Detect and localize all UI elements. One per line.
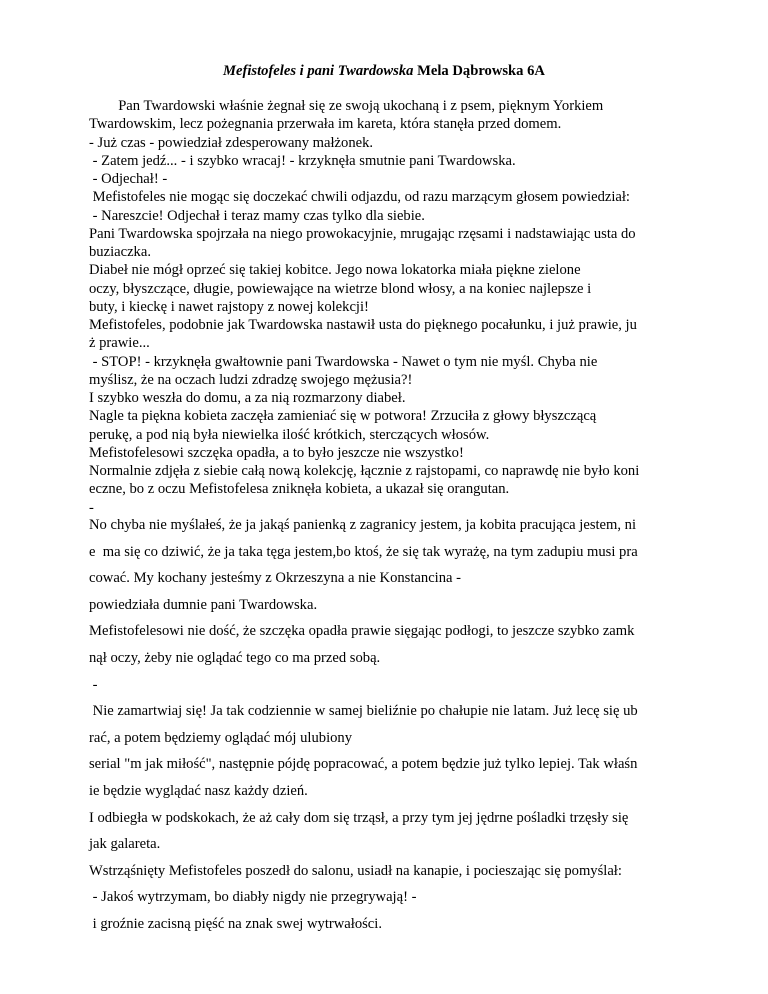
- text-line: i groźnie zacisną pięść na znak swej wytrwałości.: [89, 915, 382, 932]
- text-line: rać, a potem będziemy oglądać mój ulubiony: [89, 729, 353, 746]
- text-line: ż prawie...: [89, 335, 150, 352]
- text-line: serial "m jak miłość", następnie pójdę popracować, a potem będzie już tylko lepiej. Tak właśn: [89, 756, 638, 773]
- text-line: - Odjechał! -: [89, 171, 168, 187]
- text-line: Normalnie zdjęła z siebie całą nową kolekcję, łącznie z rajstopami, co naprawdę nie było koni: [89, 463, 640, 479]
- text-line: ie będzie wyglądać nasz każdy dzień.: [89, 782, 308, 799]
- text-line: powiedziała dumnie pani Twardowska.: [89, 596, 318, 613]
- text-line: - STOP! - krzyknęła gwałtownie pani Twardowska - Nawet o tym nie myśl. Chyba nie: [89, 353, 598, 370]
- text-line: -: [89, 499, 94, 516]
- document-title: [0, 62, 768, 80]
- work-title: Mefistofeles i pani Twardowska: [223, 63, 414, 79]
- text-line: Mefistofeles, podobnie jak Twardowska nastawił usta do pięknego pocałunku, i już prawie, ju: [89, 317, 637, 333]
- text-line: e ma się co dziwić, że ja taka tęga jestem,bo ktoś, że się tak wyrażę, na tym zadupiu musi pra: [89, 543, 638, 560]
- author-line: Mela Dąbrowska 6A: [417, 63, 545, 79]
- text-line: Mefistofelesowi szczęka opadła, a to było jeszcze nie wszystko!: [89, 444, 464, 461]
- text-line: - Już czas - powiedział zdesperowany małżonek.: [89, 134, 374, 151]
- text-line: Nie zamartwiaj się! Ja tak codziennie w samej bieliźnie po chałupie nie latam. Już lecę się ub: [89, 703, 638, 720]
- text-line: Mefistofelesowi nie dość, że szczęka opadła prawie sięgając podłogi, to jeszcze szybko zamk: [89, 623, 635, 640]
- story-section-single-spaced: [89, 97, 689, 517]
- text-line: Pan Twardowski właśnie żegnał się ze swoją ukochaną i z psem, pięknym Yorkiem: [89, 98, 604, 114]
- text-line: Twardowskim, lecz pożegnania przerwała im kareta, która stanęła przed domem.: [89, 116, 562, 133]
- story-section-double-spaced: [89, 512, 689, 938]
- text-line: I szybko weszła do domu, a za nią rozmarzony diabeł.: [89, 390, 406, 406]
- text-line: eczne, bo z oczu Mefistofelesa zniknęła kobieta, a ukazał się orangutan.: [89, 481, 510, 498]
- text-line: Wstrząśnięty Mefistofeles poszedł do salonu, usiadł na kanapie, i pocieszając się pomyślał:: [89, 862, 622, 879]
- text-line: - Zatem jedź... - i szybko wracaj! - krzyknęła smutnie pani Twardowska.: [89, 152, 516, 169]
- text-line: Mefistofeles nie mogąc się doczekać chwili odjazdu, od razu marzącym głosem powiedział:: [89, 189, 630, 206]
- text-line: -: [89, 676, 98, 693]
- text-line: - Nareszcie! Odjechał i teraz mamy czas tylko dla siebie.: [89, 207, 425, 224]
- text-line: nął oczy, żeby nie oglądać tego co ma przed sobą.: [89, 649, 381, 666]
- text-line: jak galareta.: [89, 836, 161, 853]
- text-line: myślisz, że na oczach ludzi zdradzę swojego mężusia?!: [89, 371, 413, 388]
- text-line: cować. My kochany jesteśmy z Okrzeszyna a nie Konstancina -: [89, 570, 462, 587]
- text-line: oczy, błyszczące, długie, powiewające na wietrze blond włosy, a na koniec najlepsze i: [89, 280, 592, 297]
- text-line: Nagle ta piękna kobieta zaczęła zamieniać się w potwora! Zrzuciła z głowy błyszczącą: [89, 408, 597, 425]
- text-line: I odbiegła w podskokach, że aż cały dom się trząsł, a przy tym jej jędrne pośladki trzęsły się: [89, 809, 629, 826]
- text-line: perukę, a pod nią była niewielka ilość krótkich, sterczących włosów.: [89, 426, 490, 443]
- text-line: Diabeł nie mógł oprzeć się takiej kobitce. Jego nowa lokatorka miała piękne zielone: [89, 262, 581, 279]
- text-line: buziaczka.: [89, 244, 151, 260]
- text-line: Pani Twardowska spojrzała na niego prowokacyjnie, mrugając rzęsami i nadstawiając usta do: [89, 225, 636, 242]
- text-line: - Jakoś wytrzymam, bo diabły nigdy nie przegrywają! -: [89, 889, 417, 906]
- text-line: No chyba nie myślałeś, że ja jakąś panienką z zagranicy jestem, ja kobita pracująca jestem, ni: [89, 517, 637, 533]
- text-line: buty, i kieckę i nawet rajstopy z nowej kolekcji!: [89, 298, 369, 315]
